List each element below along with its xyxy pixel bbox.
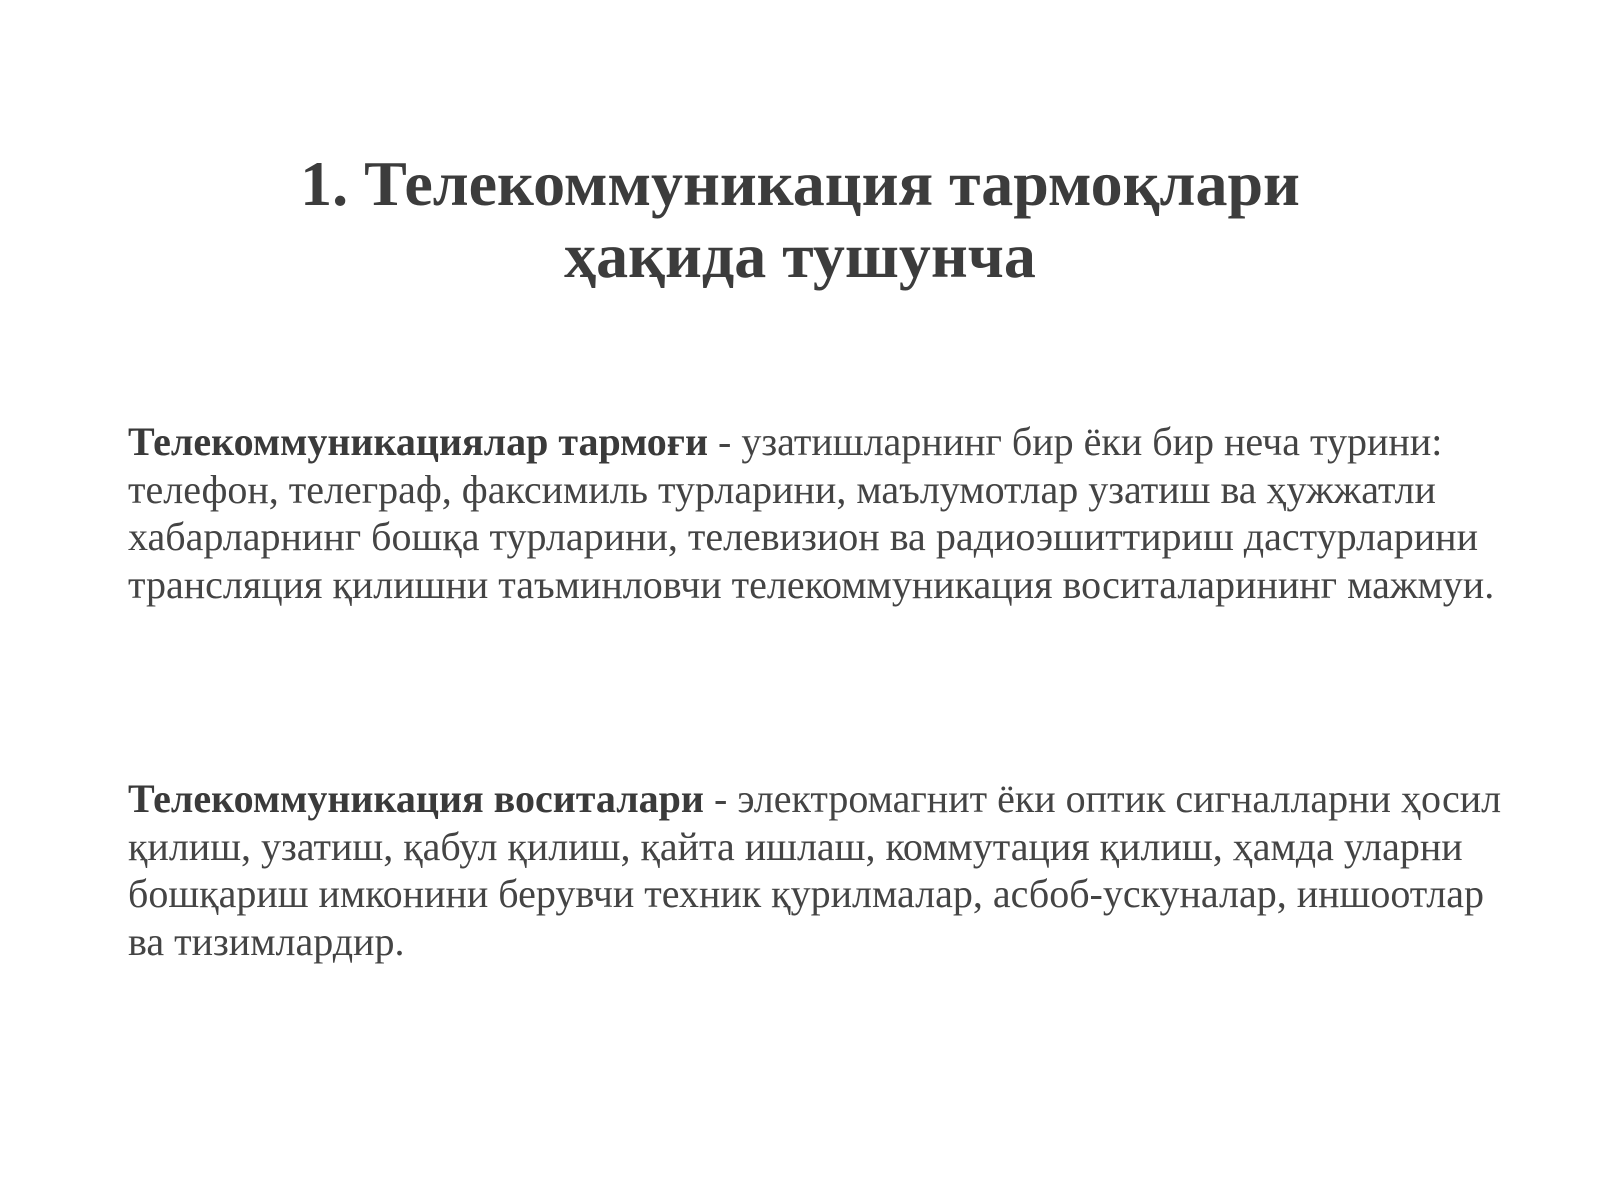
slide-title-line-2: ҳақида тушунча <box>564 220 1036 291</box>
definition-text: электромагнит ёки оптик сигналларни ҳосил қилиш, узатиш, қабул қилиш, қайта ишлаш, коммутация қилиш, ҳамда уларни бошқариш имконини берувчи техник қурилмалар, асбоб-ускуналар, иншоотлар ва тизимлардир. <box>128 776 1502 964</box>
definition-term: Телекоммуникация воситалари <box>128 776 704 821</box>
definition-telecom-means <box>128 775 1508 965</box>
definition-term: Телекоммуникациялар тармоғи <box>128 419 709 464</box>
slide-title-line-1: 1. Телекоммуникация тармоқлари <box>300 148 1300 219</box>
slide-title <box>100 148 1500 292</box>
definition-text: узатишларнинг бир ёки бир неча турини: телефон, телеграф, факсимиль турларини, маълумотлар узатиш ва ҳужжатли хабарларнинг бошқа турларини, телевизион ва радиоэшиттириш дастурларини трансляция қилишни таъминловчи телекоммуникация воситаларининг мажмуи. <box>128 419 1495 607</box>
definition-telecom-network <box>128 418 1508 608</box>
definition-separator: - <box>708 419 742 464</box>
definition-separator: - <box>703 776 738 821</box>
